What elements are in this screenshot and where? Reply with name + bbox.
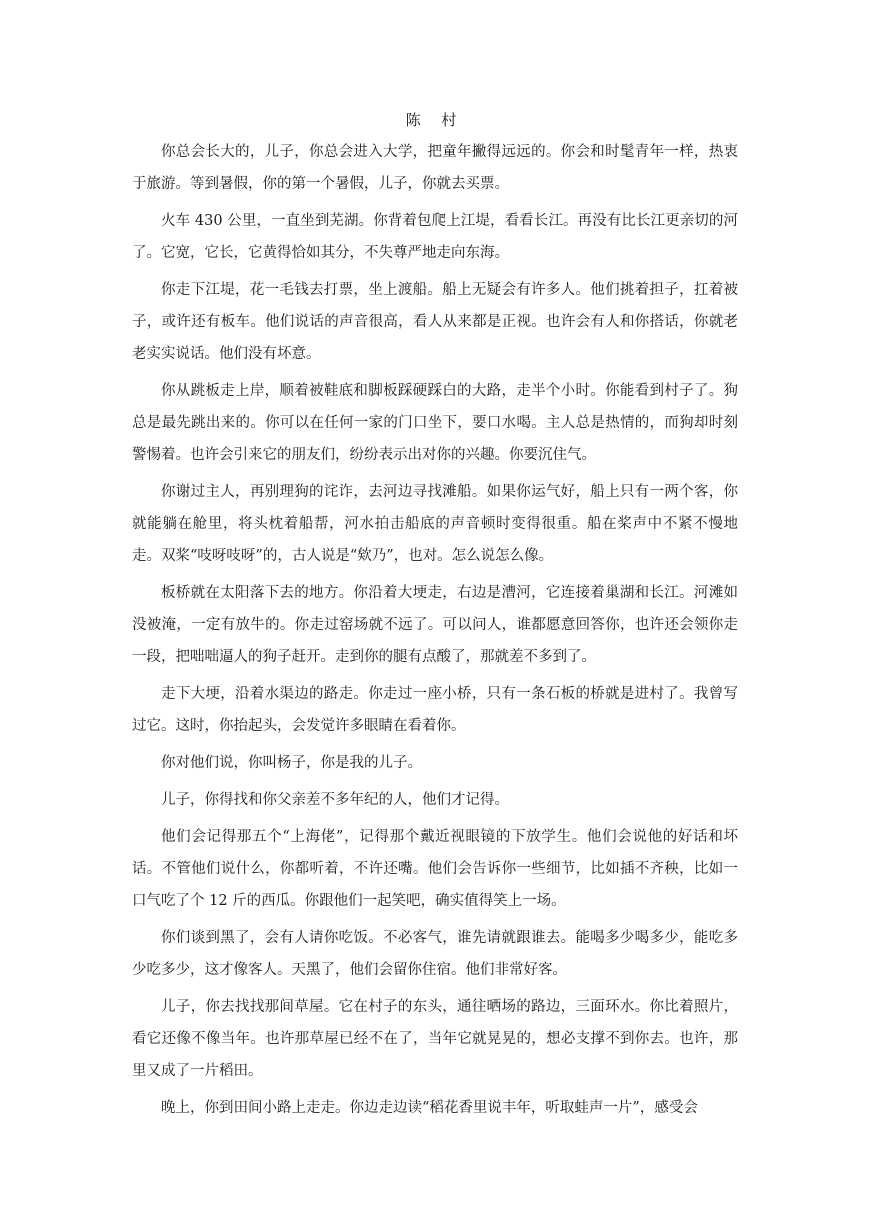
paragraph-5: 你谢过主人，再别理狗的诧诈，去河边寻找滩船。如果你运气好，船上只有一两个客，你就能躺在舱里，将头枕着船帮，河水拍击船底的声音顿时变得很重。船在桨声中不紧不慢地走。双桨“吱呀吱呀”的，古人说是“欸乃”，也对。怎么说怎么像。 <box>132 484 738 564</box>
paragraph-10: 他们会记得那五个“上海佬”，记得那个戴近视眼镜的下放学生。他们会说他的好话和坏话。不管他们说什么，你都听着，不许还嘴。他们会告诉你一些细节，比如插不齐秧，比如一口气吃了个 12 斤的西瓜。你跟他们一起笑吧，确实值得笑上一场。 <box>132 829 738 909</box>
article-title: 陈 村 <box>405 111 465 129</box>
paragraph-2: 火车 430 公里，一直坐到芜湖。你背着包爬上江堤，看看长江。再没有比长江更亲切的河了。它宽，它长，它黄得恰如其分，不失尊严地走向东海。 <box>132 213 738 261</box>
paragraph-1: 你总会长大的，儿子，你总会进入大学，把童年撇得远远的。你会和时髦青年一样，热衷于旅游。等到暑假，你的第一个暑假，儿子，你就去买票。 <box>132 144 738 192</box>
paragraph-8: 你对他们说，你叫杨子，你是我的儿子。 <box>161 755 422 771</box>
paragraph-7: 走下大埂，沿着水渠边的路走。你走过一座小桥，只有一条石板的桥就是进村了。我曾写过它。这时，你抬起头，会发觉许多眼睛在看着你。 <box>132 686 738 734</box>
paragraph-6: 板桥就在太阳落下去的地方。你沿着大埂走，右边是漕河，它连接着巢湖和长江。河滩如没被淹，一定有放牛的。你走过窑场就不远了。可以问人，谁都愿意回答你，也许还会领你走一段，把咄咄逼人的狗子赶开。走到你的腿有点酸了，那就差不多到了。 <box>132 585 738 665</box>
paragraph-12: 儿子，你去找找那间草屋。它在村子的东头，通往晒场的路边，三面环水。你比着照片，看它还像不像当年。也许那草屋已经不在了，当年它就晃晃的，想必支撑不到你去。也许，那里又成了一片稻田。 <box>132 999 738 1079</box>
paragraph-11: 你们谈到黑了，会有人请你吃饭。不必客气，谁先请就跟谁去。能喝多少喝多少，能吃多少吃多少，这才像客人。天黑了，他们会留你住宿。他们非常好客。 <box>132 930 738 978</box>
paragraph-9: 儿子，你得找和你父亲差不多年纪的人，他们才记得。 <box>161 792 509 808</box>
paragraph-13: 晚上，你到田间小路上走走。你边走边读“稻花香里说丰年，听取蛙声一片”，感受会 <box>161 1100 698 1116</box>
paragraph-4: 你从跳板走上岸，顺着被鞋底和脚板踩硬踩白的大路，走半个小时。你能看到村子了。狗总是最先跳出来的。你可以在任何一家的门口坐下，要口水喝。主人总是热情的，而狗却时刻警惕着。也许会引来它的朋友们，纷纷表示出对你的兴趣。你要沉住气。 <box>132 383 738 463</box>
article-body <box>132 104 738 1129</box>
paragraph-3: 你走下江堤，花一毛钱去打票，坐上渡船。船上无疑会有许多人。他们挑着担子，扛着被子，或许还有板车。他们说话的声音很高，看人从来都是正视。也许会有人和你搭话，你就老老实实说话。他们没有坏意。 <box>132 282 738 362</box>
